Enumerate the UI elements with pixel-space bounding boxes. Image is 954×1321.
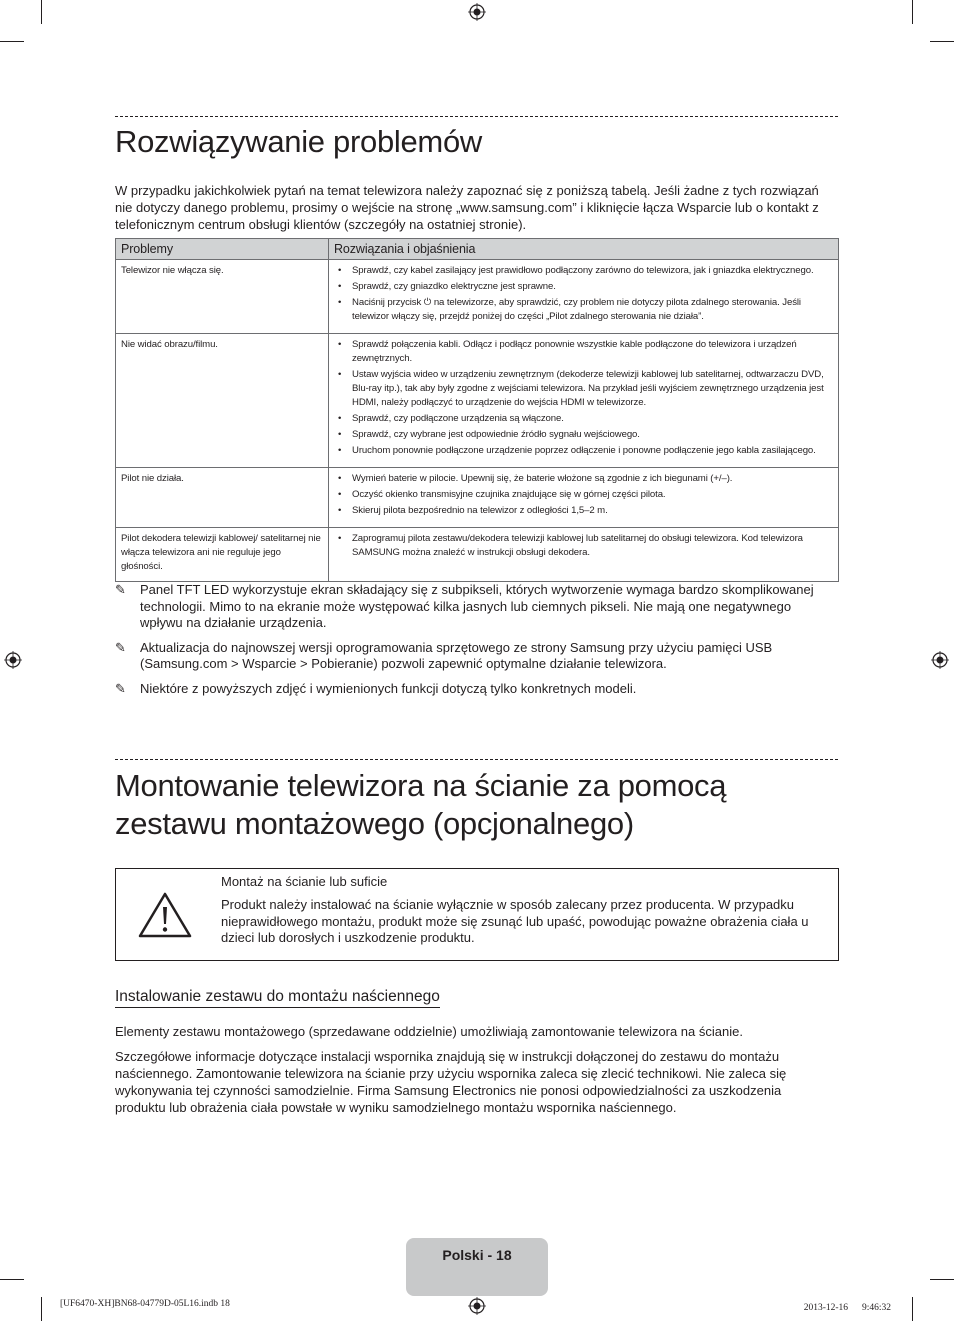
solution-item: • Sprawdź, czy wybrane jest odpowiednie źródło sygnału wejściowego. [334, 428, 833, 442]
intro-paragraph: W przypadku jakichkolwiek pytań na temat telewizora należy zapoznać się z poniższą tabelą. Jeśli żadne z tych rozwiązań nie dotyczy danego problemu, prosimy o wejście na stronę „www.samsung.com” i kliknięcie łącza Wsparcie lub o kontakt z telefonicznym centrum obsługi klientów (szczegóły na ostatniej stronie). [115, 183, 819, 232]
solution-item: • Ustaw wyjścia wideo w urządzeniu zewnętrznym (dekoderze telewizji kablowej lub satelitarnej, odtwarzaczu DVD, Blu-ray itp.), tak aby były zgodne z wejściami telewizora. Na przykład jeśli wyjściem zewnętrznego urządzenia jest HDMI, należy podłączyć to urządzenie do wejścia HDMI w telewizorze. [334, 368, 833, 410]
solution-item: • Naciśnij przycisk ⏻ na telewizorze, aby sprawdzić, czy problem nie dotyczy pilota zdalnego sterowania. Jeśli telewizor włączy się, przejdź poniżej do części „Pilot zdalnego sterowania nie działa”. [334, 296, 833, 324]
title-line: zestawu montażowego (opcjonalnego) [115, 806, 634, 841]
crop-mark [41, 0, 42, 24]
solution-item: • Sprawdź, czy gniazdko elektryczne jest sprawne. [334, 280, 833, 294]
solutions-cell [329, 334, 839, 468]
solution-item: • Sprawdź, czy kabel zasilający jest prawidłowo podłączony zarówno do telewizora, jak i gniazdka elektrycznego. [334, 264, 833, 278]
note-text: Niektóre z powyższych zdjęć i wymienionych funkcji dotyczą tylko konkretnych modeli. [140, 680, 637, 696]
subheading-install-kit: Instalowanie zestawu do montażu naściennego [115, 988, 440, 1008]
solution-item: • Sprawdź połączenia kabli. Odłącz i podłącz ponownie wszystkie kable podłączone do telewizora i urządzeń zewnętrznych. [334, 338, 833, 366]
table-header-solutions: Rozwiązania i objaśnienia [329, 239, 839, 260]
body-paragraph: Szczegółowe informacje dotyczące instalacji wspornika znajdują się w instrukcji dołączonej do zestawu do montażu naściennego. Zamontowanie telewizora na ścianie przy użyciu wspornika zaleca się zlecić technikowi. Nie zaleca się wykonywania tej czynności samodzielnie. Firma Samsung Electronics nie ponosi odpowiedzialności za uszkodzenia produktu lub obrażenia ciała powstałe w wyniku samodzielnego montażu wspornika naściennego. [115, 1049, 787, 1115]
section-title-troubleshooting: Rozwiązywanie problemów [115, 124, 482, 159]
section-divider [115, 116, 838, 117]
print-timestamp: 2013-12-16 ᅠ 9:46:32 [803, 1303, 891, 1313]
solution-item: • Wymień baterie w pilocie. Upewnij się, że baterie włożone są zgodnie z ich biegunami (+/–). [334, 472, 833, 486]
problem-cell: Nie widać obrazu/filmu. [116, 334, 329, 468]
warning-box [115, 868, 839, 961]
crop-mark [912, 1297, 913, 1321]
table-row [116, 334, 839, 468]
crop-mark [930, 1279, 954, 1280]
solutions-list [334, 338, 833, 458]
table-header-problems: Problemy [116, 239, 329, 260]
note-pencil-icon: ✎ [115, 639, 126, 655]
table-header-row [116, 239, 839, 260]
page-number-box [406, 1238, 548, 1296]
warning-title: Montaż na ścianie lub suficie [221, 874, 388, 889]
table-row [116, 260, 839, 334]
registration-crosshair-icon [4, 651, 22, 669]
notes-list [115, 582, 835, 705]
warning-triangle-icon [136, 890, 194, 940]
solutions-list [334, 532, 833, 560]
solution-item: • Skieruj pilota bezpośrednio na telewizor z odległości 1,5–2 m. [334, 504, 833, 518]
crop-mark [41, 1297, 42, 1321]
note-text: Aktualizacja do najnowszej wersji oprogramowania sprzętowego ze strony Samsung przy użyciu pamięci USB (Samsung.com > Wsparcie > Pobieranie) pozwoli zapewnić optymalne działanie telewizora. [140, 639, 773, 671]
warning-text: Produkt należy instalować na ścianie wyłącznie w sposób zalecany przez producenta. W przypadku nieprawidłowego montażu, produkt może się zsunąć lub upaść, powodując poważne obrażenia ciała u dzieci lub dorosłych i uszkodzenie produktu. [221, 897, 809, 945]
section-divider [115, 759, 838, 760]
solution-item: • Sprawdź, czy podłączone urządzenia są włączone. [334, 412, 833, 426]
note-pencil-icon: ✎ [115, 582, 126, 597]
registration-crosshair-icon [931, 651, 949, 669]
note-item [115, 582, 835, 632]
solution-item: • Uruchom ponownie podłączone urządzenie poprzez odłączenie i ponowne podłączenie jego kabla zasilającego. [334, 444, 833, 458]
note-pencil-icon: ✎ [115, 680, 126, 696]
title-line: Montowanie telewizora na ścianie za pomocą [115, 768, 727, 803]
table-row [116, 468, 839, 528]
page-number: Polski - 18 [442, 1247, 512, 1263]
registration-crosshair-icon [468, 1297, 486, 1315]
table-row [116, 528, 839, 582]
problem-cell: Pilot nie działa. [116, 468, 329, 528]
crop-mark [0, 41, 24, 42]
solution-item: • Oczyść okienko transmisyjne czujnika znajdujące się w górnej części pilota. [334, 488, 833, 502]
solutions-list [334, 472, 833, 518]
section-title-wall-mount [115, 767, 726, 843]
note-item [115, 681, 835, 698]
solutions-cell [329, 468, 839, 528]
crop-mark [912, 0, 913, 24]
problem-cell: Telewizor nie włącza się. [116, 260, 329, 334]
solutions-cell [329, 528, 839, 582]
file-slug: [UF6470-XH]BN68-04779D-05L16.indb 18 [60, 1299, 230, 1309]
body-paragraph: Elementy zestawu montażowego (sprzedawane oddzielnie) umożliwiają zamontowanie telewizora na ścianie. [115, 1024, 743, 1039]
solution-item: • Zaprogramuj pilota zestawu/dekodera telewizji kablowej lub satelitarnej do obsługi telewizora. Kod telewizora SAMSUNG można znaleźć w instrukcji obsługi dekodera. [334, 532, 833, 560]
solutions-list [334, 264, 833, 324]
problem-cell: Pilot dekodera telewizji kablowej/ satelitarnej nie włącza telewizora ani nie reguluje jego głośności. [116, 528, 329, 582]
registration-crosshair-icon [468, 3, 486, 21]
crop-mark [0, 1279, 24, 1280]
crop-mark [930, 41, 954, 42]
solutions-cell [329, 260, 839, 334]
troubleshooting-table [115, 238, 839, 582]
note-item [115, 640, 835, 673]
note-text: Panel TFT LED wykorzystuje ekran składający się z subpikseli, których wytworzenie wymaga bardzo skomplikowanej technologii. Mimo to na ekranie może występować kilka jasnych lub ciemnych pikseli. Nie mają one negatywnego wpływu na działanie urządzenia. [140, 582, 814, 630]
